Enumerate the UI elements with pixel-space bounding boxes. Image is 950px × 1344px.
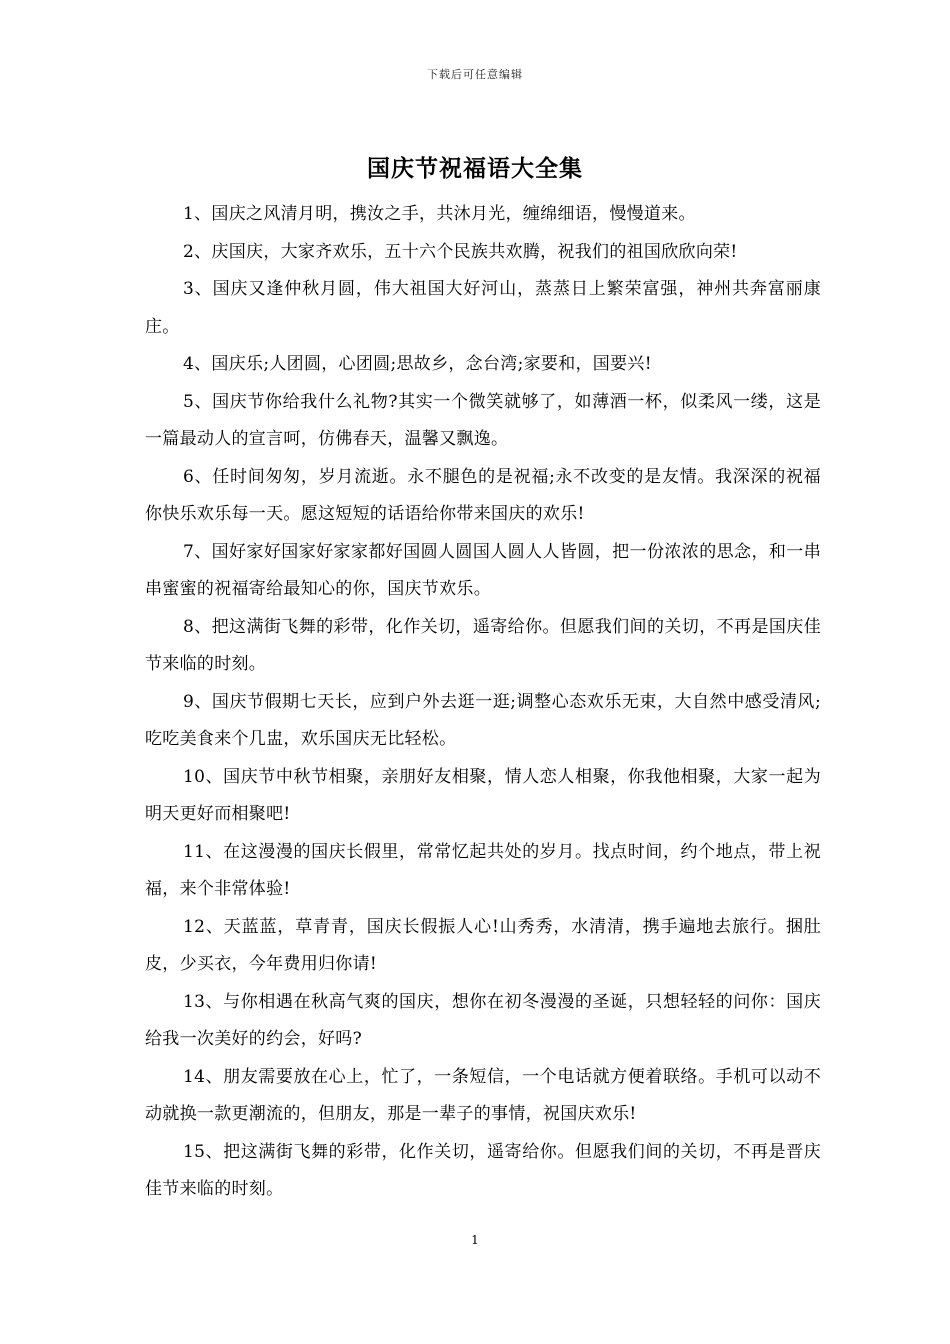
paragraph-10: 10、国庆节中秋节相聚，亲朋好友相聚，情人恋人相聚，你我他相聚，大家一起为明天更好而相聚吧! (145, 766, 821, 824)
paragraph-6: 6、任时间匆匆，岁月流逝。永不腿色的是祝福;永不改变的是友情。我深深的祝福你快乐欢乐每一天。愿这短短的话语给你带来国庆的欢乐! (145, 466, 821, 524)
paragraph-3: 3、国庆又逢仲秋月圆，伟大祖国大好河山，蒸蒸日上繁荣富强，神州共奔富丽康庄。 (145, 279, 821, 337)
paragraph-11: 11、在这漫漫的国庆长假里，常常忆起共处的岁月。找点时间，约个地点，带上祝福，来个非常体验! (145, 841, 821, 899)
paragraph-4: 4、国庆乐;人团圆，心团圆;思故乡，念台湾;家要和，国要兴! (183, 354, 652, 374)
page-header: 下载后可任意编辑 (427, 68, 523, 81)
page-number: 1 (471, 1233, 479, 1247)
document-body (145, 196, 821, 1209)
paragraph-12: 12、天蓝蓝，草青青，国庆长假振人心!山秀秀，水清清，携手遍地去旅行。捆肚皮，少买衣，今年费用归你请! (145, 916, 821, 974)
paragraph-2: 2、庆国庆，大家齐欢乐，五十六个民族共欢腾，祝我们的祖国欣欣向荣! (183, 241, 738, 262)
paragraph-9: 9、国庆节假期七天长，应到户外去逛一逛;调整心态欢乐无束，大自然中感受清风;吃吃美食来个几盅，欢乐国庆无比轻松。 (145, 691, 821, 749)
document-title: 国庆节祝福语大全集 (367, 155, 583, 182)
paragraph-1: 1、国庆之风清月明，携汝之手，共沐月光，缠绵细语，慢慢道来。 (183, 204, 696, 224)
paragraph-14: 14、朋友需要放在心上，忙了，一条短信，一个电话就方便着联络。手机可以动不动就换一款更潮流的，但朋友，那是一辈子的事情，祝国庆欢乐! (145, 1066, 821, 1124)
paragraph-7: 7、国好家好国家好家家都好国圆人圆国人圆人人皆圆，把一份浓浓的思念，和一串串蜜蜜的祝福寄给最知心的你，国庆节欢乐。 (145, 541, 821, 599)
paragraph-15: 15、把这满街飞舞的彩带，化作关切，遥寄给你。但愿我们间的关切，不再是晋庆佳节来临的时刻。 (145, 1141, 821, 1199)
paragraph-5: 5、国庆节你给我什么礼物?其实一个微笑就够了，如薄酒一杯，似柔风一缕，这是一篇最动人的宣言呵，仿佛春天，温馨又飘逸。 (145, 391, 821, 449)
paragraph-8: 8、把这满街飞舞的彩带，化作关切，遥寄给你。但愿我们间的关切，不再是国庆佳节来临的时刻。 (145, 616, 821, 674)
paragraph-13: 13、与你相遇在秋高气爽的国庆，想你在初冬漫漫的圣诞，只想轻轻的问你：国庆给我一次美好的约会，好吗? (145, 991, 821, 1049)
